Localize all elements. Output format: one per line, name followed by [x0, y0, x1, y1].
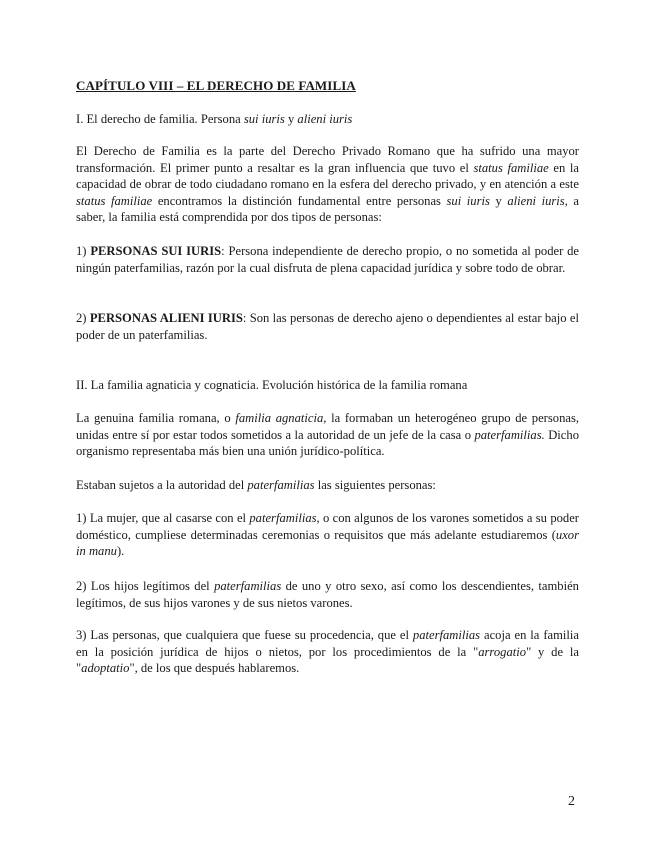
sujetos-paragraph — [76, 477, 579, 494]
intro-text-1: El Derecho de Familia es la parte del Derecho Privado Romano que ha sufrido una mayor transformación. El primer punto a resaltar es la gran influencia que tuvo el — [76, 144, 579, 175]
sui-iuris-text: : Persona independiente de derecho propio, o no sometida al poder de ningún paterfamilias, razón por la cual disfruta de plena capacidad jurídica y sobre todo de obrar. — [76, 244, 580, 275]
section-heading-1-prefix: I. El derecho de familia. Persona — [76, 112, 244, 126]
intro-italic-3: sui iuris — [446, 193, 490, 208]
item3-italic-2: arrogatio — [478, 644, 527, 659]
item3-text-3: " y de la " — [76, 644, 580, 676]
sujetos-text-2: las siguientes personas: — [314, 478, 436, 492]
intro-paragraph — [76, 143, 579, 226]
item3-text-4: ", de los que después hablaremos. — [129, 661, 300, 676]
term-sui-iuris: sui iuris — [243, 112, 285, 126]
alieni-iuris-number: 2) — [76, 311, 90, 325]
intro-text-3: encontramos la distinción fundamental entre personas — [152, 193, 447, 208]
item2-text-2: de uno y otro sexo, así como los descendientes, también legítimos, de sus hijos varones y de sus nietos varones. — [76, 579, 579, 610]
list-item-2 — [76, 578, 579, 611]
genuina-paragraph — [76, 410, 579, 460]
list-item-3 — [76, 627, 579, 677]
alieni-iuris-paragraph — [76, 310, 579, 343]
genuina-italic-1: familia agnaticia, — [235, 411, 327, 425]
sujetos-italic-1: paterfamilias — [247, 478, 315, 492]
genuina-italic-2: paterfamilias. — [474, 427, 545, 442]
item1-italic-1: paterfamilias, — [249, 511, 320, 525]
sui-iuris-paragraph — [76, 243, 579, 276]
sujetos-text-1: Estaban sujetos a la autoridad del — [76, 478, 248, 492]
item2-text-1: 2) Los hijos legítimos del — [76, 579, 215, 593]
sui-iuris-number: 1) — [76, 244, 91, 258]
item3-italic-3: adoptatio — [81, 661, 130, 676]
intro-text-2: en la capacidad de obrar de todo ciudadano romano en la esfera del derecho privado, y en atención a este — [76, 160, 579, 192]
alieni-iuris-text: : Son las personas de derecho ajeno o dependientes al estar bajo el poder de un paterfamilias. — [76, 311, 580, 342]
term-alieni-iuris: alieni iuris — [297, 112, 353, 126]
section-heading-1 — [76, 111, 352, 128]
intro-text-5: , a saber, la familia está comprendida por dos tipos de personas: — [76, 193, 580, 225]
item3-text-2: acoja en la familia en la posición jurídica de hijos o nietos, por los procedimientos de la " — [76, 628, 579, 659]
alieni-iuris-label: PERSONAS ALIENI IURIS — [89, 311, 243, 325]
section-heading-2: II. La familia agnaticia y cognaticia. Evolución histórica de la familia romana — [76, 378, 468, 392]
section-heading-1-connector: y — [284, 112, 298, 126]
list-item-1 — [76, 510, 579, 560]
intro-italic-2: status familiae — [76, 193, 153, 208]
page-number: 2 — [568, 794, 575, 809]
intro-text-4: y — [489, 193, 508, 208]
intro-italic-4: alieni iuris — [507, 193, 565, 208]
item1-text-1: 1) La mujer, que al casarse con el — [76, 511, 250, 525]
genuina-text-3: Dicho organismo representaba más bien una unión jurídico-política. — [76, 427, 579, 459]
item1-text-3: ). — [116, 544, 125, 559]
intro-italic-1: status familiae — [473, 160, 549, 175]
item3-text-1: 3) Las personas, que cualquiera que fuese su procedencia, que el — [76, 628, 413, 642]
item2-italic-1: paterfamilias — [214, 579, 282, 593]
genuina-text-1: La genuina familia romana, o — [76, 411, 236, 425]
genuina-text-2: la formaban un heterogéneo grupo de personas, unidas entre sí por estar todos sometidos a la autoridad de un jefe de la casa o — [76, 411, 580, 442]
sui-iuris-label: PERSONAS SUI IURIS — [90, 244, 222, 258]
item1-text-2: o con algunos de los varones sometidos a su poder doméstico, cumpliese determinadas ceremonias o requisitos que más adelante estudiaremos ( — [76, 511, 579, 542]
item1-italic-2: uxor in manu — [76, 527, 579, 559]
chapter-title: CAPÍTULO VIII – EL DERECHO DE FAMILIA — [76, 78, 356, 93]
item3-italic-1: paterfamilias — [412, 628, 481, 642]
